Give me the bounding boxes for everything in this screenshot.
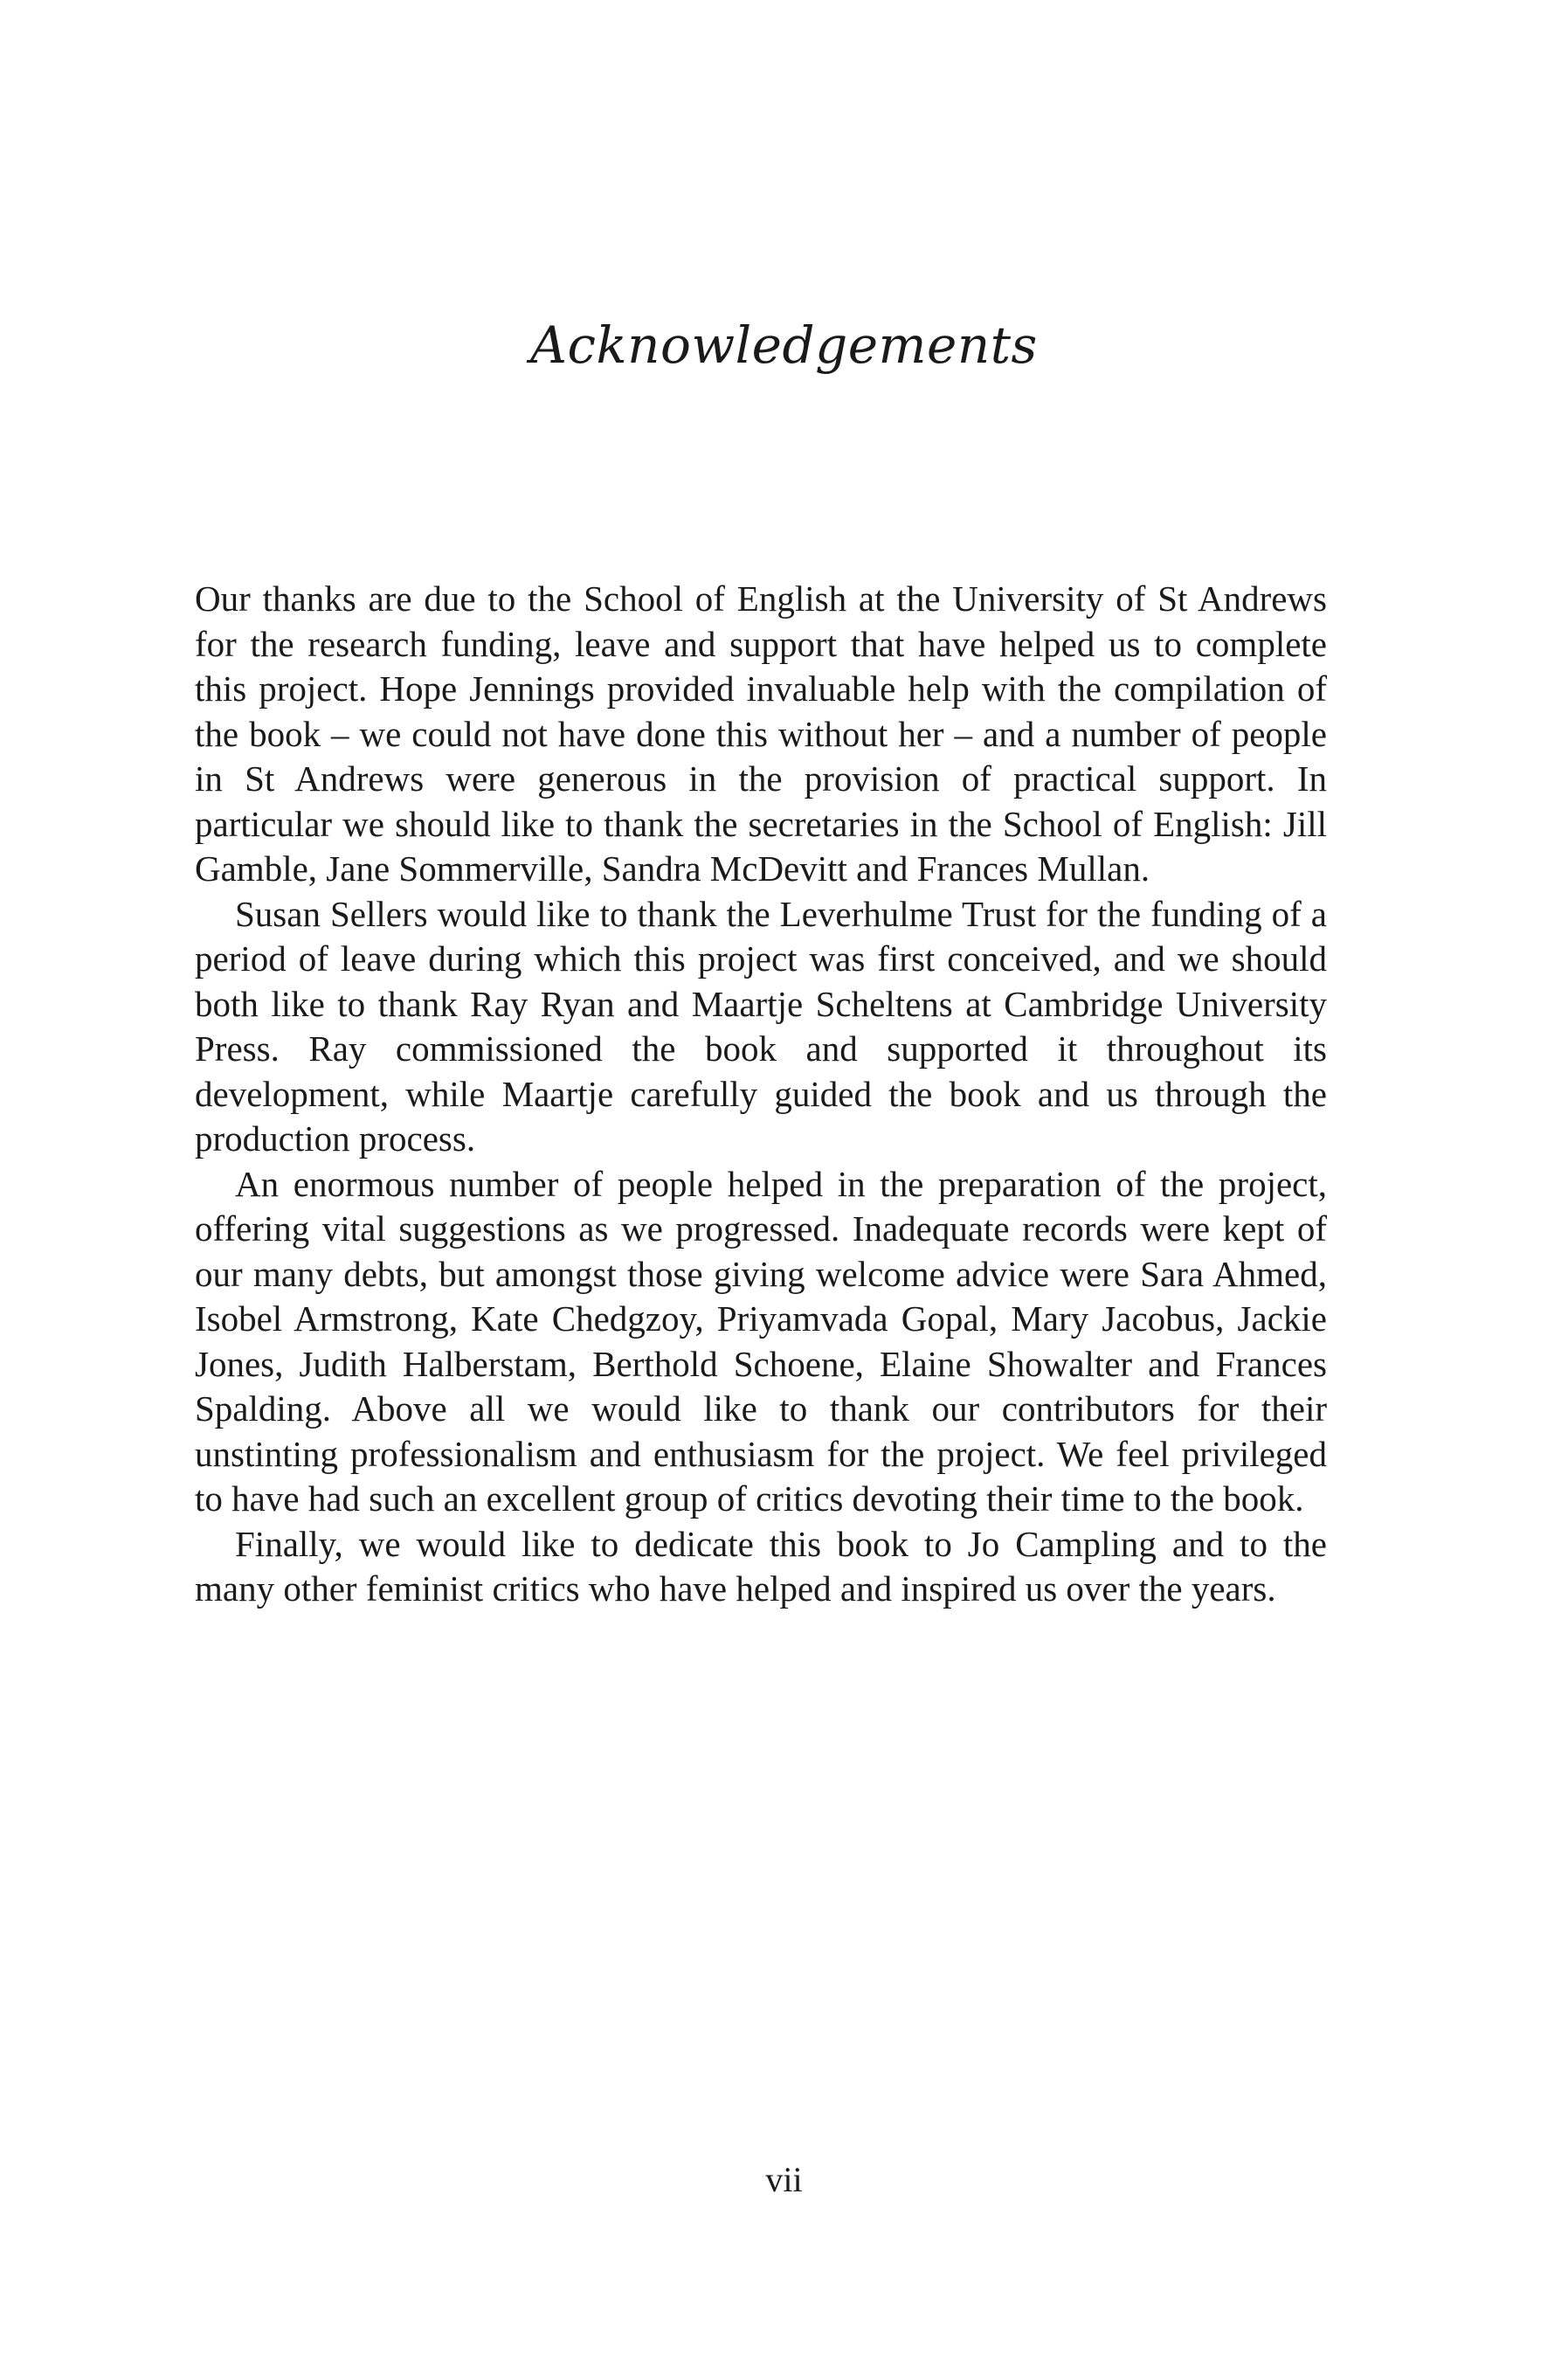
acknowledgements-body <box>195 577 1327 1612</box>
paragraph-4: Finally, we would like to dedicate this book to Jo Campling and to the many other feminist critics who have helped and inspired us over the years. <box>195 1523 1327 1609</box>
paragraph-2: Susan Sellers would like to thank the Leverhulme Trust for the funding of a period of leave during which this project was first conceived, and we should both like to thank Ray Ryan and Maartje Scheltens at Cambridge University Press. Ray commissioned the book and supported it throughout its development, while Maartje carefully guided the book and us through the production process. <box>195 893 1327 1159</box>
page-number: vii <box>765 2160 803 2199</box>
paragraph-1: Our thanks are due to the School of English at the University of St Andrews for the research funding, leave and support that have helped us to complete this project. Hope Jennings provided invaluable help with the compilation of the book – we could not have done this without her – and a number of people in St Andrews were generous in the provision of practical support. In particular we should like to thank the secretaries in the School of English: Jill Gamble, Jane Sommerville, Sandra McDevitt and Frances Mullan. <box>195 578 1327 889</box>
page-title: Acknowledgements <box>530 315 1038 375</box>
paragraph-3: An enormous number of people helped in the preparation of the project, offering vital suggestions as we progressed. Inadequate records were kept of our many debts, but amongst those giving welcome advice were Sara Ahmed, Isobel Armstrong, Kate Chedgzoy, Priyamvada Gopal, Mary Jacobus, Jackie Jones, Judith Halberstam, Berthold Schoene, Elaine Showalter and Frances Spalding. Above all we would like to thank our contributors for their unstinting professionalism and enthusiasm for the project. We feel privileged to have had such an excellent group of critics devoting their time to the book. <box>195 1163 1327 1519</box>
